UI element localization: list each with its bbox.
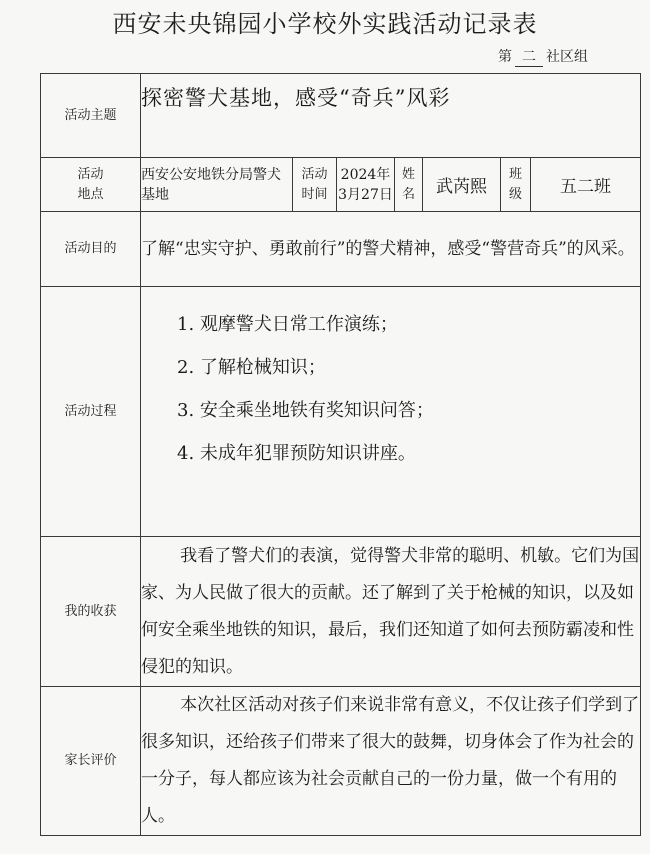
location-label <box>41 158 141 212</box>
info-row <box>41 158 641 212</box>
time-label-line-2: 时间 <box>301 186 328 202</box>
purpose-label: 活动目的 <box>41 212 141 287</box>
group-number: 二 <box>515 46 543 67</box>
record-table <box>40 73 641 836</box>
name-label-line-1: 姓 <box>401 166 415 182</box>
location-label-line-2: 地点 <box>77 186 104 202</box>
gain-label: 我的收获 <box>41 537 141 687</box>
name-value: 武芮熙 <box>423 158 501 212</box>
parent-label: 家长评价 <box>41 687 141 836</box>
process-step: 1. 观摩警犬日常工作演练； <box>177 314 398 335</box>
location-label-line-1: 活动 <box>77 166 104 182</box>
class-label <box>501 158 531 212</box>
time-label-line-1: 活动 <box>301 166 328 182</box>
name-label <box>395 158 423 212</box>
process-step: 2. 了解枪械知识； <box>177 357 326 378</box>
time-label <box>293 158 337 212</box>
theme-row <box>41 74 641 158</box>
class-label-line-1: 班 <box>508 166 522 182</box>
group-suffix: 社区组 <box>546 49 588 65</box>
time-value <box>337 158 395 212</box>
name-label-line-2: 名 <box>401 186 415 202</box>
theme-label: 活动主题 <box>41 74 141 158</box>
form-title: 西安未央锦园小学校外实践活动记录表 <box>112 10 538 38</box>
time-value-line-2: 3月27日 <box>338 186 393 203</box>
class-value: 五二班 <box>531 158 641 212</box>
group-indicator <box>498 46 588 67</box>
process-label: 活动过程 <box>41 287 141 537</box>
theme-value: 探密警犬基地，感受“奇兵”风彩 <box>141 74 641 158</box>
process-steps <box>141 287 641 537</box>
parent-value: 本次社区活动对孩子们来说非常有意义，不仅让孩子们学到了很多知识，还给孩子们带来了很大的鼓舞，切身体会了作为社会的一分子，每人都应该为社会贡献自己的一份力量，做一个有用的人。 <box>141 687 641 836</box>
process-row <box>41 287 641 537</box>
parent-row <box>41 687 641 836</box>
gain-row <box>41 537 641 687</box>
group-prefix: 第 <box>498 49 512 65</box>
purpose-value: 了解“忠实守护、勇敢前行”的警犬精神，感受“警营奇兵”的风采。 <box>141 212 641 287</box>
purpose-row <box>41 212 641 287</box>
process-step: 4. 未成年犯罪预防知识讲座。 <box>177 443 416 464</box>
location-value: 西安公安地铁分局警犬基地 <box>141 158 293 212</box>
process-step: 3. 安全乘坐地铁有奖知识问答； <box>177 400 434 421</box>
process-step-list <box>141 303 640 475</box>
class-label-line-2: 级 <box>508 186 522 202</box>
gain-value: 我看了警犬们的表演，觉得警犬非常的聪明、机敏。它们为国家、为人民做了很大的贡献。还了解到了关于枪械的知识，以及如何安全乘坐地铁的知识，最后，我们还知道了如何去预防霸凌和性侵犯的知识。 <box>141 537 641 687</box>
time-value-line-1: 2024年 <box>340 166 391 183</box>
